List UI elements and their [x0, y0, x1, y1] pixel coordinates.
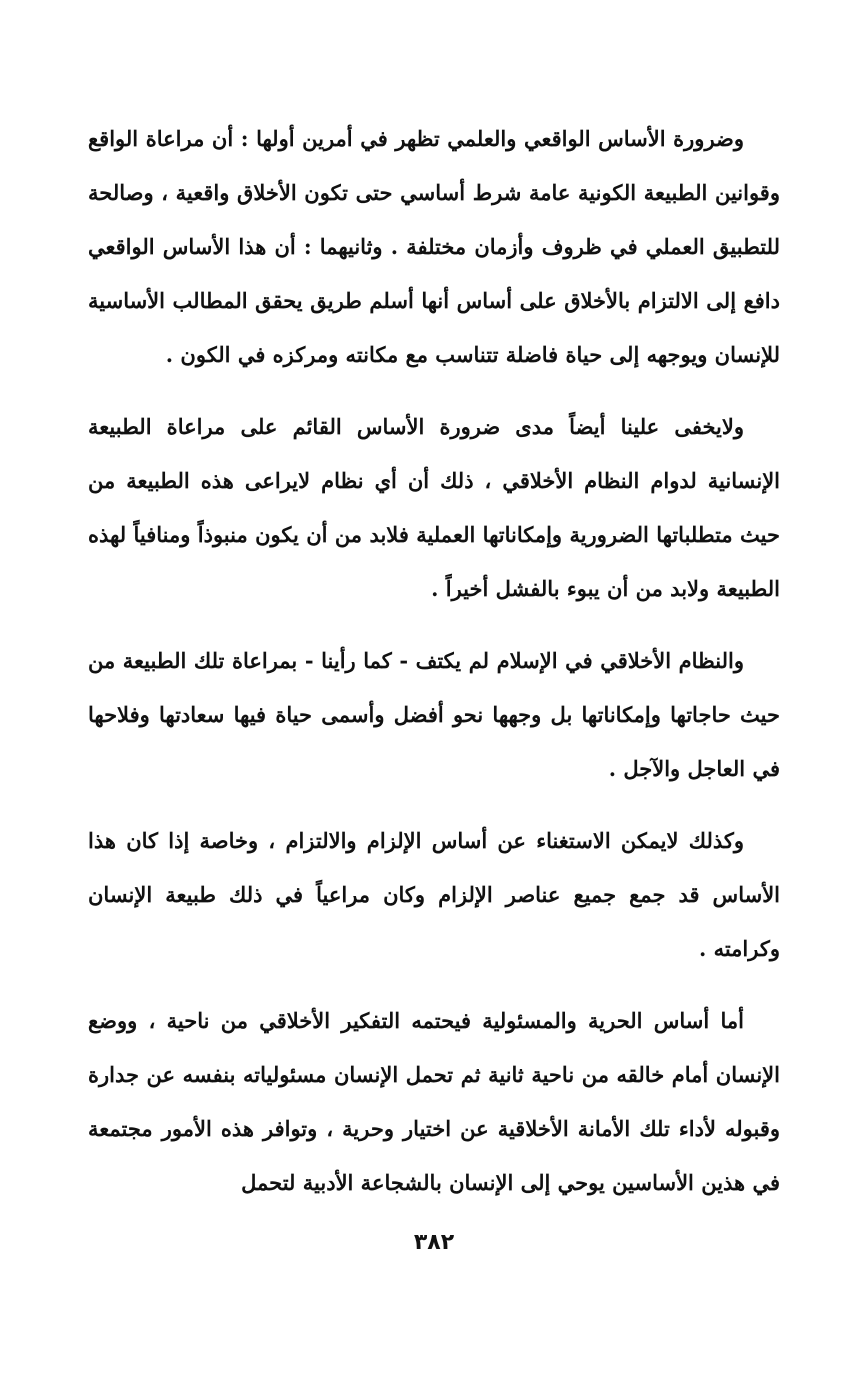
page-body — [88, 112, 780, 1228]
paragraph-5: أما أساس الحرية والمسئولية فيحتمه التفكير الأخلاقي من ناحية ، ووضع الإنسان أمام خالقه من ناحية ثانية ثم تحمل الإنسان مسئولياته بنفسه عن جدارة وقبوله لأداء تلك الأمانة الأخلاقية عن اختيار وحرية ، وتوافر هذه الأمور مجتمعة في هذين الأساسين يوحي إلى الإنسان بالشجاعة الأدبية لتحمل — [88, 1008, 780, 1195]
paragraph-1: وضرورة الأساس الواقعي والعلمي تظهر في أمرين أولها : أن مراعاة الواقع وقوانين الطبيعة الكونية عامة شرط أساسي حتى تكون الأخلاق واقعية ، وصالحة للتطبيق العملي في ظروف وأزمان مختلفة . وثانيهما : أن هذا الأساس الواقعي دافع إلى الالتزام بالأخلاق على أساس أنها أسلم طريق يحقق المطالب الأساسية للإنسان ويوجهه إلى حياة فاضلة تتناسب مع مكانته ومركزه في الكون . — [88, 126, 780, 367]
paragraph-2: ولايخفى علينا أيضاً مدى ضرورة الأساس القائم على مراعاة الطبيعة الإنسانية لدوام النظام الأخلاقي ، ذلك أن أي نظام لايراعى هذه الطبيعة من حيث متطلباتها الضرورية وإمكاناتها العملية فلابد من أن يكون منبوذاً ومنافياً لهذه الطبيعة ولابد من أن يبوء بالفشل أخيراً . — [88, 414, 780, 601]
paragraph-3: والنظام الأخلاقي في الإسلام لم يكتف - كما رأينا - بمراعاة تلك الطبيعة من حيث حاجاتها وإمكاناتها بل وجهها نحو أفضل وأسمى حياة فيها سعادتها وفلاحها في العاجل والآجل . — [88, 648, 780, 781]
paragraph-4: وكذلك لايمكن الاستغناء عن أساس الإلزام والالتزام ، وخاصة إذا كان هذا الأساس قد جمع جميع عناصر الإلزام وكان مراعياً في ذلك طبيعة الإنسان وكرامته . — [88, 828, 780, 961]
page-number: ٣٨٢ — [413, 1230, 455, 1255]
